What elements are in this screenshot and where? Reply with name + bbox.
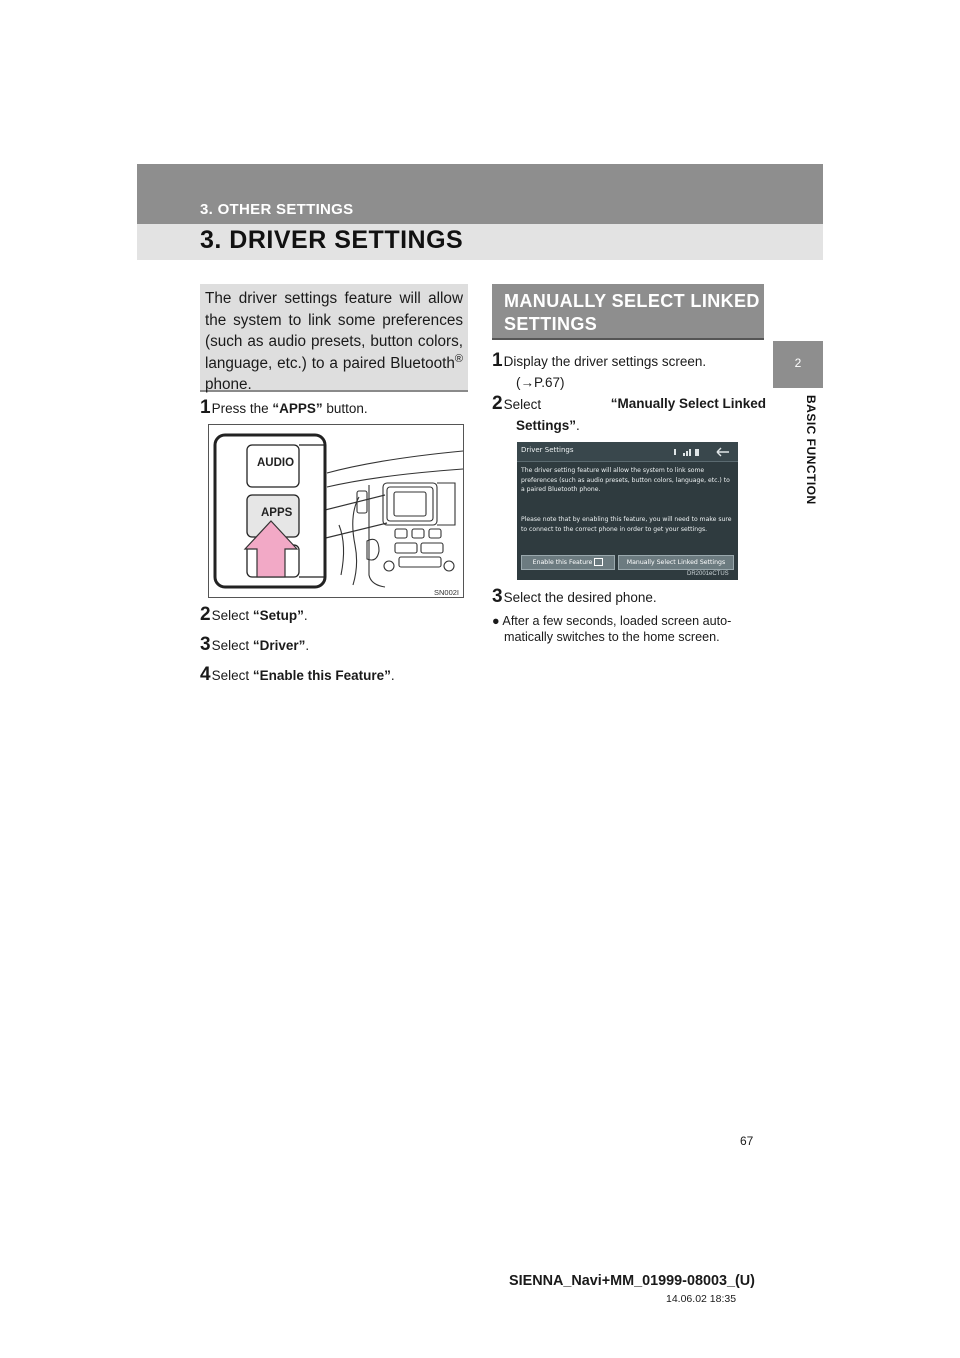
manual-step-2: 2Select “Manually Select Linked Settings”. (492, 393, 766, 433)
step-2: 2Select “Setup”. (200, 604, 308, 625)
battery-icon (695, 449, 699, 456)
signal-icon (683, 453, 685, 456)
status-icons (673, 446, 735, 458)
step-3: 3Select “Driver”. (200, 634, 310, 655)
step-1: 1Press the “APPS” button. (200, 397, 368, 418)
driver-settings-screenshot (517, 442, 738, 580)
print-date: 14.06.02 18:35 (666, 1293, 737, 1305)
enable-feature-button[interactable]: Enable this Feature (521, 555, 615, 570)
subsection-heading: MANUALLY SELECT LINKED SETTINGS (492, 284, 764, 340)
section-label: 3. OTHER SETTINGS (200, 201, 354, 218)
page-number: 67 (740, 1134, 754, 1148)
bluetooth-icon (674, 449, 676, 455)
step-4: 4Select “Enable this Feature”. (200, 664, 395, 685)
intro-box (200, 284, 468, 392)
registered-mark: ® (454, 352, 463, 365)
screen-title: Driver Settings (521, 446, 574, 454)
document-id: SIENNA_Navi+MM_01999-08003_(U) (509, 1273, 755, 1289)
back-arrow-icon (717, 448, 729, 456)
dashboard-drawing (209, 425, 463, 597)
apps-button-label: APPS (261, 507, 293, 519)
bullet-icon: ● (492, 614, 500, 628)
manual-step-3: 3Select the desired phone. (492, 586, 657, 607)
manually-select-button[interactable]: Manually Select Linked Settings (618, 555, 734, 570)
audio-button-label: AUDIO (257, 457, 295, 469)
dashboard-illustration (208, 424, 464, 598)
intro-text-end: phone. (205, 376, 252, 394)
manual-step-1: 1Display the driver settings screen. (→P.67) (492, 350, 707, 390)
page-title: 3. DRIVER SETTINGS (200, 226, 464, 254)
figure-code: DR2001eCTUS (687, 571, 729, 577)
chapter-number: 2 (794, 356, 802, 370)
screen-description: The driver setting feature will allow the system to link some preferences (such as audio presets, button colors, language, etc.) to a paired Bluetooth phone. (521, 467, 730, 494)
intro-text: The driver settings feature will allow the system to link some preferences (such as audio presets, button colors, language, etc.) to a paired Bluetooth (205, 290, 463, 372)
note-bullet: ● After a few seconds, loaded screen auto- matically switches to the home screen. (492, 614, 732, 644)
figure-code: SN002I (434, 588, 460, 597)
screen-note: Please note that by enabling this feature, you will need to make sure to connect to the correct phone in order to get your settings. (521, 516, 732, 533)
chapter-label: BASIC FUNCTION (804, 395, 818, 505)
checkbox-icon (594, 558, 603, 566)
